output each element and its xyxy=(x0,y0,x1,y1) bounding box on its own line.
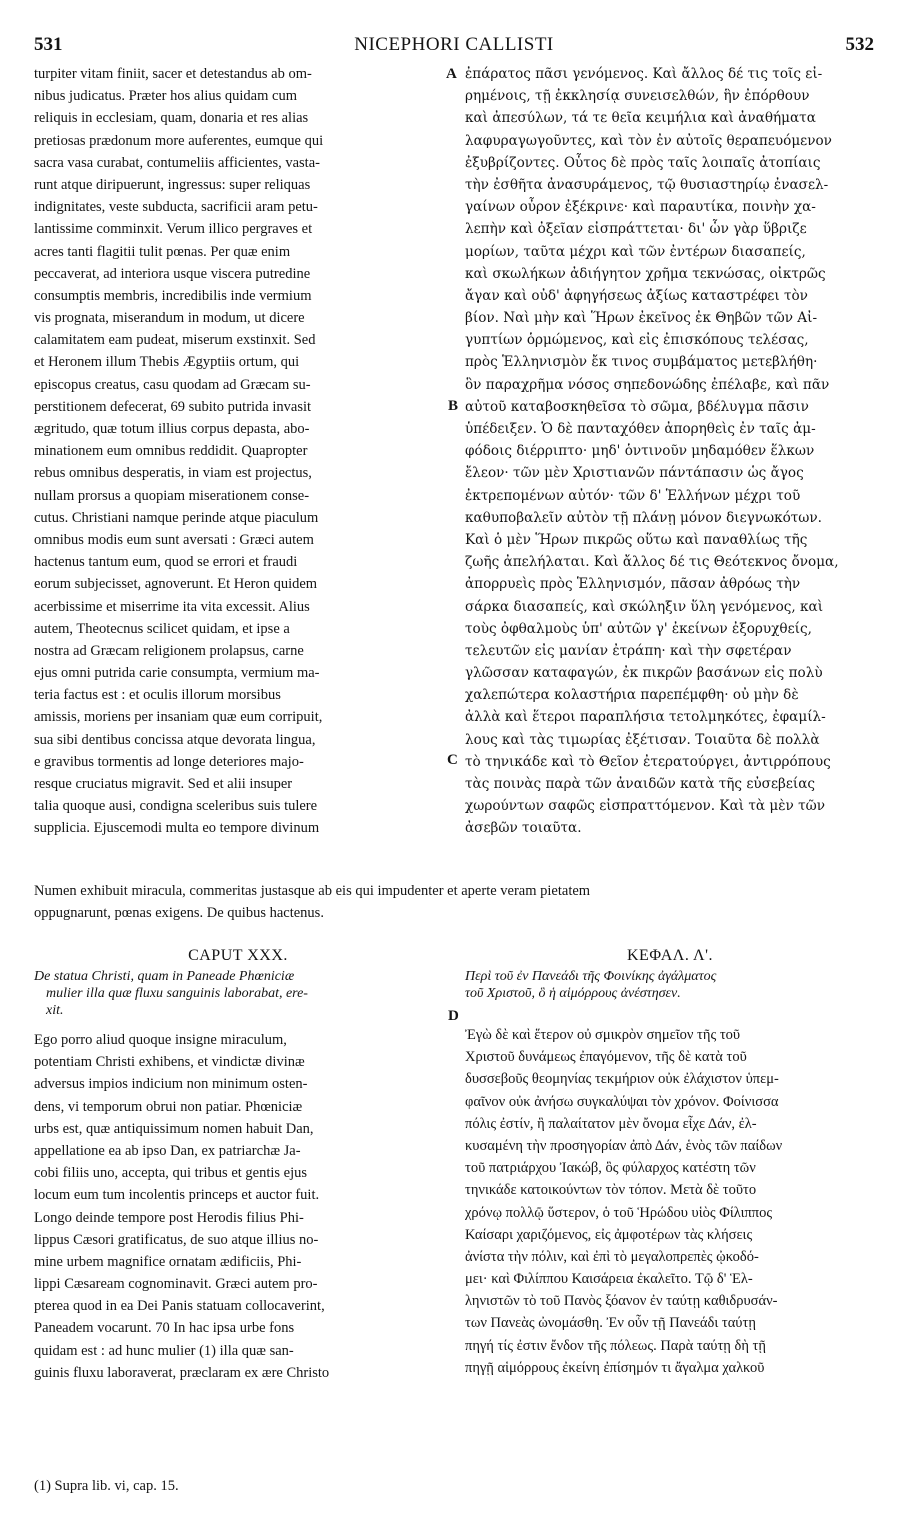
latin-text-line: acres tanti flagitii tulit pœnas. Per quæ enim xyxy=(34,243,291,260)
greek-chapter-line: μει· καὶ Φιλίππου Καισάρεια ἐκαλεῖτο. Τῷ δ' Ἑλ- xyxy=(465,1271,753,1288)
greek-chapter-line: των Πανεὰς ὠνομάσθη. Ἐν οὖν τῇ Πανεάδι ταύτῃ xyxy=(465,1315,756,1332)
latin-text-line: nostra ad Græcam religionem prolapsus, carne xyxy=(34,642,304,659)
latin-text-line: nullam prorsus a quopiam miserationem conse- xyxy=(34,487,310,504)
latin-chapter-subtitle-3: xit. xyxy=(46,1003,64,1018)
latin-chapter-line: quidam est : ad hunc mulier (1) illa quæ san- xyxy=(34,1342,294,1359)
latin-chapter-line: Ego porro aliud quoque insigne miraculum, xyxy=(34,1032,287,1048)
latin-chapter-line: cobi filiis uno, accepta, qui tribus et gentis ejus xyxy=(34,1165,308,1182)
margin-letter-a: A xyxy=(446,66,457,82)
greek-chapter-line: πηγή τίς ἐστιν ἔνδον τῆς πόλεως. Παρὰ ταύτῃ δὴ τῇ xyxy=(465,1337,766,1354)
greek-text-line: ὑπέδειξεν. Ὁ δὲ πανταχόθεν ἀπορηθεὶς ἐν ταῖς ἀμ- xyxy=(465,421,816,437)
greek-chapter-line: πηγῇ αἱμόρρους ἐκείνη ἐπίσημόν τι ἄγαλμα χαλκοῦ xyxy=(465,1359,765,1376)
greek-chapter-line: ληνιστῶν τὸ τοῦ Πανὸς ξόανον ἐν ταύτῃ καθιδρυσάν- xyxy=(465,1293,778,1310)
greek-text-line: χαλεπώτερα κολαστήρια παρεπέμφθη· οὐ μὴν δὲ xyxy=(465,687,799,704)
latin-text-line: minationem eum omnibus reddidit. Quapropter xyxy=(34,443,308,460)
margin-letter-b: B xyxy=(448,398,459,414)
greek-text-line: αὐτοῦ καταβοσκηθεῖσα τὸ σῶμα, βδέλυγμα πᾶσιν xyxy=(465,398,809,415)
latin-text-line: eorum subjecisset, agnoverunt. Et Heron quidem xyxy=(34,576,318,593)
greek-text-line: λους καὶ τὰς τιμωρίας ἐξέτισαν. Τοιαῦτα δὲ πολλὰ xyxy=(465,731,820,748)
margin-letter-c: C xyxy=(447,752,458,768)
latin-continuation-line xyxy=(34,880,875,902)
greek-text-line: γαίνων οὖρον ἐξέκρινε· καὶ παραυτίκα, ποινὴν χα- xyxy=(465,199,816,216)
greek-text-line: τοὺς ὀφθαλμοὺς ὑπ' αὐτῶν γ' ἐκείνων ἐξορυχθείς, xyxy=(465,620,812,637)
greek-text-line: βίον. Ναὶ μὴν καὶ Ἥρων ἐκεῖνος ἐκ Θηβῶν τῶν Αἰ- xyxy=(465,310,818,327)
greek-chapter-line: Ἐγὼ δὲ καὶ ἕτερον οὐ σμικρὸν σημεῖον τῆς τοῦ xyxy=(465,1027,741,1043)
latin-text-line: resque cruciatus migravit. Sed et alii insuper xyxy=(34,776,293,792)
greek-chapter-line: Καίσαρι χαριζόμενος, εἰς ἀμφοτέρων τὰς κλήσεις xyxy=(465,1226,753,1243)
greek-text-line: ἀλλὰ καὶ ἕτεροι παραπλήσια τετολμηκότες, ἐφαμίλ- xyxy=(465,709,826,726)
greek-text-line: μορίων, ταῦτα μέχρι καὶ τῶν ἐντέρων διασαπείς, xyxy=(465,243,806,260)
latin-text-line: amissis, moriens per insaniam quæ eum corripuit, xyxy=(34,709,323,726)
greek-text-line: φόδοις διέρριπτο· μηδ' ὁντινοῦν μηδαμόθεν ἕλκων xyxy=(465,443,815,460)
greek-text-line: τὰς ποινὰς παρὰ τῶν ἀναιδῶν κατὰ τῆς εὐσεβείας xyxy=(465,776,816,792)
latin-column-top xyxy=(34,63,442,840)
latin-chapter-line: pterea quod in ea Dei Panis statuam collocaverint, xyxy=(34,1298,325,1315)
latin-text-line: runt atque diripuerunt, ingressus: super reliquas xyxy=(34,176,311,193)
latin-text-line: perstitionem defecerat, 69 subito putrida invasit xyxy=(34,398,312,415)
latin-text-line: omnibus modis eum sunt aversati : Græci autem xyxy=(34,531,314,548)
greek-text-line: ἀσεβῶν τοιαῦτα. xyxy=(465,820,582,837)
latin-chapter-line: Longo deinde tempore post Herodis filius Phi- xyxy=(34,1209,304,1226)
latin-text-line: nibus judicatus. Præter hos alius quidam cum xyxy=(34,88,297,105)
margin-letter-d: D xyxy=(448,1008,459,1024)
latin-chapter-line: appellatione ea ab ipso Dan, ex patriarchæ Ja- xyxy=(34,1142,301,1159)
latin-text-line: hactenus tantum eum, quod se errori et fraudi xyxy=(34,554,298,571)
greek-text-line: γυπτίων ὁρμώμενος, καὶ εἰς ἐπισκόπους τελέσας, xyxy=(465,332,809,349)
latin-text-line: reliquis in ecclesiam, quam, donaria et res alias xyxy=(34,110,309,127)
greek-chapter-line: δυσσεβοῦς θεομηνίας τεκμήριον οὐκ ἐλάχιστον ὑπεμ- xyxy=(465,1071,779,1088)
latin-text-line: episcopus creatus, casu quodam ad Græcam su- xyxy=(34,376,311,393)
greek-text-line: χωρούντων σαφῶς εἰσπραττόμενον. Καὶ τὰ μὲν τῶν xyxy=(465,798,826,815)
greek-text-line: ἔλεον· τῶν μὲν Χριστιανῶν πάντάπασιν ὡς ἄγος xyxy=(465,465,804,482)
latin-text-line: turpiter vitam finiit, sacer et detestandus ab om- xyxy=(34,66,312,82)
latin-text-line: ejus omni putrida carie consumpta, vermium ma- xyxy=(34,665,320,682)
greek-text-line: ἄγαν καὶ οὐδ' ἀφηγήσεως ἀξίως καταστρέφει τὸν xyxy=(465,287,808,304)
latin-text-line: rebus omnibus desperatis, in viam est projectus, xyxy=(34,465,312,482)
greek-chapter xyxy=(465,938,875,1379)
latin-text-line: sacra vasa curabat, contumeliis afficientes, vasta- xyxy=(34,154,320,171)
latin-chapter-line: potentiam Christi exhibens, et vindictæ divinæ xyxy=(34,1054,305,1071)
greek-text-line: τὸ τηνικάδε καὶ τὸ Θεῖον ἐτερατούργει, ἀντιρρόπους xyxy=(465,753,831,770)
latin-chapter-line: adversus impios indicium non minimum osten- xyxy=(34,1076,308,1093)
latin-text-line: indignitates, veste subducta, sacrificii aram petu- xyxy=(34,199,318,216)
greek-text-line: σάρκα διασαπείς, καὶ σκώληξιν ὕλη γενόμενος, καὶ xyxy=(465,598,824,615)
greek-chapter-line: Χριστοῦ δυνάμεως ἐπαγόμενον, τῆς δὲ κατὰ τοῦ xyxy=(465,1049,747,1066)
latin-text-line: consumptis membris, incredibilis inde vermium xyxy=(34,287,312,304)
greek-chapter-body xyxy=(465,1024,875,1379)
greek-text-line: ὃν παραχρῆμα νόσος σηπεδονώδης ἐπέλαβε, καὶ πᾶν xyxy=(465,376,830,393)
greek-text-line: καθυποβαλεῖν αὐτὸν τῇ πλάνῃ μόνον διεγνωκότων. xyxy=(465,509,822,526)
running-title: NICEPHORI CALLISTI xyxy=(354,34,554,55)
greek-chapter-line: τοῦ πατριάρχου Ἰακώβ, ὃς φύλαρχος κατέστη τῶν xyxy=(465,1160,756,1177)
latin-text-line: e gravibus tormentis ad longe deteriores majo- xyxy=(34,753,304,770)
greek-column-top xyxy=(465,63,875,840)
latin-line-continuation: ab eis qui impudenter et aperte veram pietatem xyxy=(318,883,591,899)
greek-text-line: λαφυραγωγοῦντες, καὶ τὸν ἐν αὐτοῖς θεραπευόμενον xyxy=(465,132,832,149)
greek-chapter-line: ἀνίστα τὴν πόλιν, καὶ ἐπὶ τὸ μεγαλοπρεπὲς ᾠκοδό- xyxy=(465,1248,759,1265)
greek-text-line: Καὶ ὁ μὲν Ἥρων πικρῶς οὕτω καὶ παναθλίως τῆς xyxy=(465,531,808,548)
page-number-left: 531 xyxy=(34,34,63,55)
greek-chapter-subtitle-2: τοῦ Χριστοῦ, ὃ ἡ αἱμόρρους ἀνέστησεν. xyxy=(465,986,681,1001)
greek-text-line: πρὸς Ἑλληνισμὸν ἔκ τινος συμβάματος μετεβλήθη· xyxy=(465,354,818,371)
greek-chapter-line: χρόνῳ πολλῷ ὕστερον, ὁ τοῦ Ἡρώδου υἱὸς Φίλιππος xyxy=(465,1204,773,1221)
greek-chapter-line: κυσαμένη τὴν προσηγορίαν ἀπὸ Δάν, ἑνὸς τῶν παίδων xyxy=(465,1137,783,1154)
latin-chapter-line: lippus Cæsori gratificatus, de suo atque illius no- xyxy=(34,1231,319,1248)
greek-text-line: τελευτῶν εἰς μανίαν ἐτράπη· καὶ τὴν σφετέραν xyxy=(465,642,792,659)
latin-text-line: cutus. Christiani namque perinde atque piaculum xyxy=(34,509,319,526)
greek-chapter-subtitle-1: Περὶ τοῦ ἐν Πανεάδι τῆς Φοινίκης ἀγάλματος xyxy=(465,969,717,984)
greek-text-line: λεπὴν καὶ ὀξεῖαν εἰσπράττεται· δι' ὧν γὰρ ὕβριζε xyxy=(465,221,807,238)
latin-text-line: calamitatem eam pudeat, miserum exstinxit. Sed xyxy=(34,332,316,349)
greek-text-line: ἀπορρυεὶς πρὸς Ἑλληνισμόν, πᾶσαν ἀθρόως τὴν xyxy=(465,576,801,593)
greek-text-line: καὶ ἀπεσύλων, τά τε θεῖα κειμήλια καὶ ἀναθήματα xyxy=(465,110,816,127)
page-number-right: 532 xyxy=(845,34,874,55)
greek-text-line: καὶ σκωλήκων ἀδιήγητον χρῆμα τεκνώσας, οἰκτρῶς xyxy=(465,265,826,282)
greek-text-line: ρημένοις, τῇ ἐκκλησίᾳ συνεισελθών, ἣν ἐπόρθουν xyxy=(465,88,810,105)
latin-chapter xyxy=(34,938,442,1384)
latin-text-line: vis prognata, miserandum in modum, ut dicere xyxy=(34,310,305,327)
latin-chapter-line: dens, vi temporum obrui non patiar. Phœniciæ xyxy=(34,1098,303,1115)
latin-last-line: oppugnarunt, pœnas exigens. De quibus hactenus. xyxy=(34,905,324,921)
latin-text-line: autem, Theotecnus scilicet quidam, et ipse a xyxy=(34,620,290,637)
latin-line-numen: Numen exhibuit miracula, commeritas justasque xyxy=(34,883,315,899)
latin-continuation-block xyxy=(34,880,875,924)
latin-text-line: talia quoque ausi, condigna sceleribus suis tulere xyxy=(34,798,318,815)
latin-chapter-line: lippi Cæsaream cognominavit. Græci autem pro- xyxy=(34,1276,318,1293)
latin-chapter-subtitle-1: De statua Christi, quam in Paneade Phœniciæ xyxy=(34,969,295,984)
latin-chapter-line: Paneadem vocarunt. 70 In hac ipsa urbe fons xyxy=(34,1320,295,1337)
latin-chapter-subtitle-2: mulier illa quæ fluxu sanguinis laborabat, ere- xyxy=(46,986,308,1001)
latin-text-line: pretiosas prædonum more auferentes, eumque qui xyxy=(34,132,324,149)
latin-chapter-line: urbs est, quæ antiquissimum nomen habuit Dan, xyxy=(34,1120,314,1137)
running-header xyxy=(34,34,874,60)
latin-text-line: ægritudo, quæ totum illius corpus depasta, abo- xyxy=(34,421,310,437)
greek-chapter-line: φαῖνον οὐκ ἀνήσω συγκαλύψαι τὸν χρόνον. Φοίνισσα xyxy=(465,1093,779,1110)
greek-chapter-line: τηνικάδε κατοικούντων τὸν τόπον. Μετὰ δὲ τοῦτο xyxy=(465,1182,757,1199)
greek-text-line: ἐκτρεπομένων αὐτόν· τῶν δ' Ἑλλήνων μέχρι τοῦ xyxy=(465,487,801,504)
footnote: (1) Supra lib. vi, cap. 15. xyxy=(34,1478,179,1494)
greek-chapter-title: ΚΕΦΑΛ. Λ'. xyxy=(626,947,713,964)
latin-chapter-line: mine urbem magnifice ornatam ædificiis, Phi- xyxy=(34,1253,302,1270)
greek-text-line: ἐξυβρίζοντες. Οὗτος δὲ πρὸς ταῖς λοιπαῖς ἀτοπίαις xyxy=(465,154,821,171)
greek-chapter-line: πόλις ἐστίν, ἣ παλαίτατον μὲν ὄνομα εἶχε Δάν, ἐλ- xyxy=(465,1115,757,1132)
latin-chapter-title: CAPUT XXX. xyxy=(188,947,288,964)
latin-text-line: peccaverat, ad interiora usque viscera putredine xyxy=(34,265,311,282)
greek-text-line: τὴν ἐσθῆτα ἀνασυράμενος, τῷ θυσιαστηρίῳ ἐνασελ- xyxy=(465,176,829,193)
latin-text-line: supplicia. Ejuscemodi multa eo tempore divinum xyxy=(34,820,320,837)
latin-chapter-body xyxy=(34,1029,442,1384)
latin-chapter-line: guinis fluxu laboraverat, præclaram ex ære Christo xyxy=(34,1364,330,1381)
greek-text-line: γλῶσσαν καταφαγών, ἐκ πικρῶν βασάνων εἰς πολὺ xyxy=(465,665,823,682)
greek-text-line: ἐπάρατος πᾶσι γενόμενος. Καὶ ἄλλος δέ τις τοῖς εἰ- xyxy=(465,66,823,82)
latin-text-line: lantissime comminxit. Verum illico pergraves et xyxy=(34,221,313,238)
latin-text-line: teria factus est : et oculis illorum morsibus xyxy=(34,687,281,704)
greek-text-line: ζωῆς ἀπελήλαται. Καὶ ἄλλος δέ τις Θεότεκνος ὄνομα, xyxy=(465,554,839,571)
latin-text-line: acerbissime et miserrime ita vita excessit. Alius xyxy=(34,598,310,615)
latin-text-line: et Heronem illum Thebis Ægyptiis ortum, qui xyxy=(34,354,300,371)
latin-chapter-line: locum eum tum incolentis princeps et auctor fuit. xyxy=(34,1187,320,1204)
latin-text-line: sua sibi dentibus concissa atque devorata lingua, xyxy=(34,731,316,748)
